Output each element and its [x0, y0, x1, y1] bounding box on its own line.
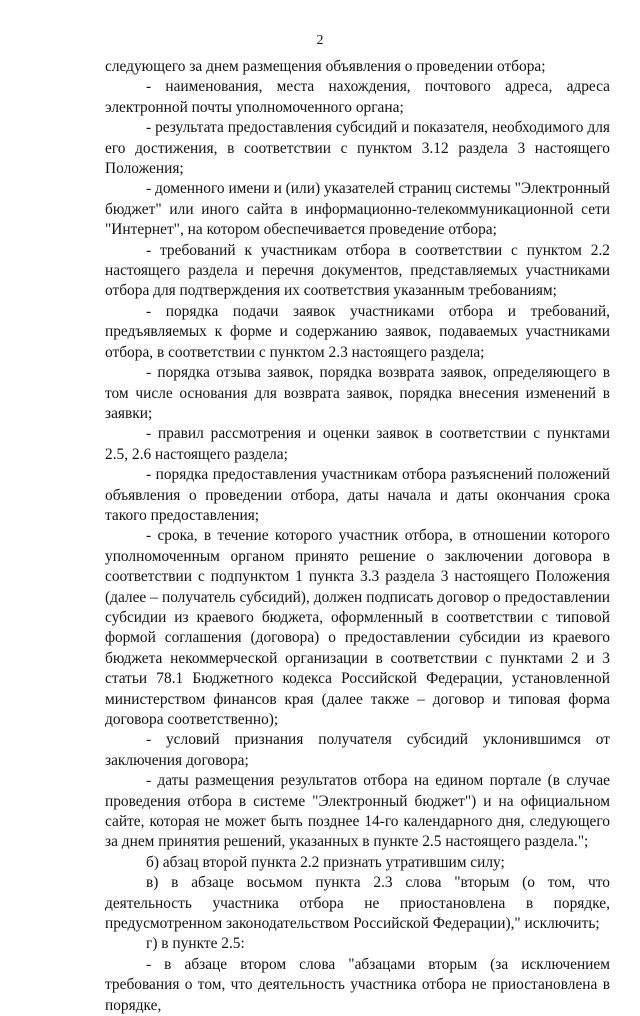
paragraph: следующего за днем размещения объявления о проведении отбора;	[105, 58, 546, 75]
paragraph: - порядка предоставления участникам отбора разъяснений положений объявления о проведении отбора, даты начала и даты окончания срока такого предоставления;	[105, 466, 610, 524]
paragraph: б) абзац второй пункта 2.2 признать утратившим силу;	[146, 853, 505, 871]
paragraph: - результата предоставления субсидий и показателя, необходимого для его достижения, в соответствии с пунктом 3.12 раздела 3 настоящего Положения;	[105, 119, 610, 178]
paragraph: - порядка подачи заявок участниками отбора и требований, предъявляемых к форме и содержанию заявок, подаваемых участниками отбора, в соответствии с пунктом 2.3 настоящего раздела;	[105, 302, 610, 361]
paragraph: г) в пункте 2.5:	[146, 935, 245, 953]
paragraph: - доменного имени и (или) указателей страниц системы "Электронный бюджет" или иного сайта в информационно-телекоммуникационной сети "Интернет", на котором обеспечивается проведение отбора;	[105, 180, 610, 239]
paragraph: - условий признания получателя субсидий уклонившимся от заключения договора;	[105, 731, 610, 769]
paragraph: - требований к участникам отбора в соответствии с пунктом 2.2 настоящего раздела и перечня документов, представляемых участниками отбора для подтверждения их соответствия указанным требованиям;	[105, 241, 610, 300]
paragraph: - правил рассмотрения и оценки заявок в соответствии с пунктами 2.5, 2.6 настоящего раздела;	[105, 425, 610, 463]
paragraph: - срока, в течение которого участник отбора, в отношении которого уполномоченным органом принято решение о заключении договора в соответствии с подпунктом 1 пункта 3.3 раздела 3 настоящего Положения (далее – получатель субсидий), должен подписать договор о предоставлении субсидии из краевого бюджета, оформленный в соответствии с типовой формой соглашения (договора) о предоставлении субсидии из краевого бюджета некоммерческой организации в соответствии с пунктами 2 и 3 статьи 78.1 Бюджетного кодекса Российской Федерации, установленной министерством финансов края (далее также – договор и типовая форма договора соответственно);	[105, 527, 610, 728]
paragraph: - порядка отзыва заявок, порядка возврата заявок, определяющего в том числе основания для возврата заявок, порядка внесения изменений в заявки;	[105, 364, 610, 422]
paragraph: в) в абзаце восьмом пункта 2.3 слова "вторым (о том, что деятельность участника отбора не приостановлена в порядке, предусмотренном законодательством Российской Федерации)," исключить;	[105, 874, 610, 933]
page-number: 2	[316, 33, 324, 48]
paragraph: - в абзаце втором слова "абзацами вторым (за исключением требования о том, что деятельность участника отбора не приостановлена в порядке,	[105, 955, 610, 1014]
paragraph: - наименования, места нахождения, почтового адреса, адреса электронной почты уполномоченного органа;	[105, 78, 610, 116]
document-body	[105, 57, 610, 1016]
paragraph: - даты размещения результатов отбора на едином портале (в случае проведения отбора в системе "Электронный бюджет") и на официальном сайте, которая не может быть позднее 14-го календарного дня, следующего за днем принятия решений, указанных в пункте 2.5 настоящего раздела.";	[105, 772, 610, 851]
